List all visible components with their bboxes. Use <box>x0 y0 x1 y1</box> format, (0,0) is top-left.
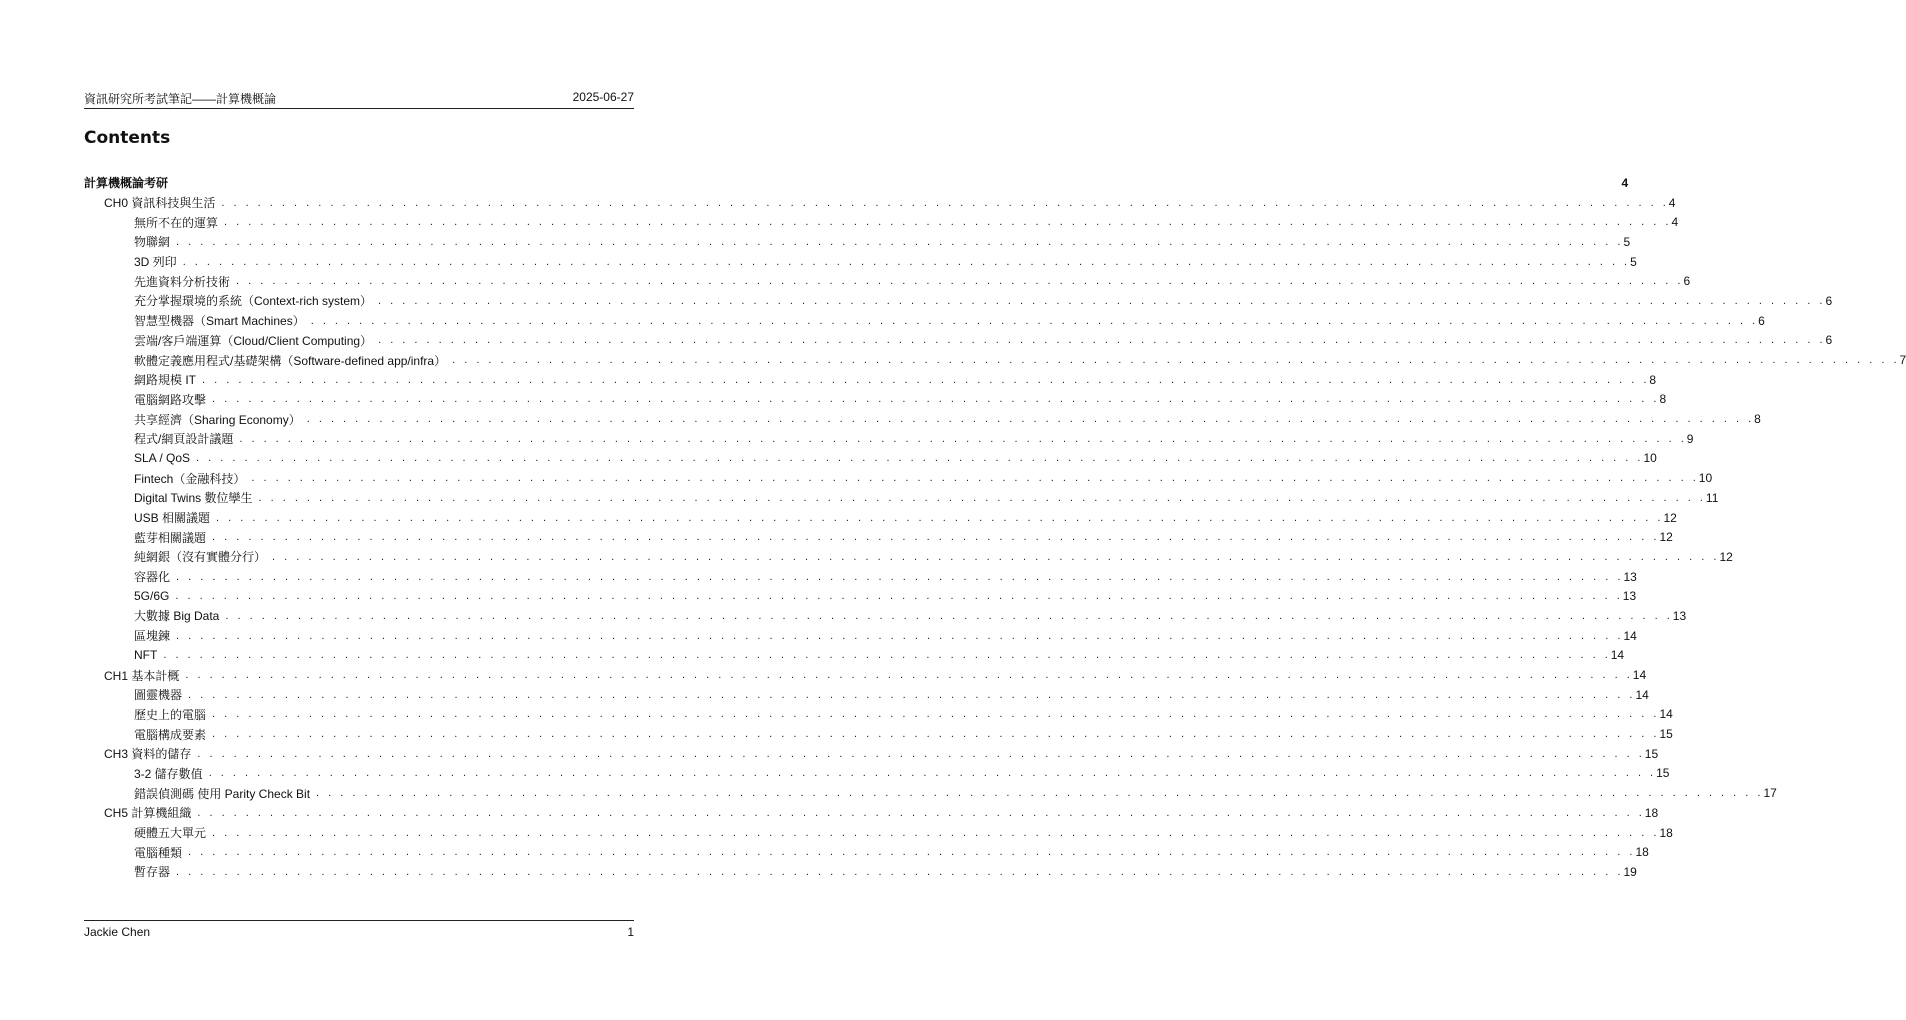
toc-entry-page: 11 <box>1705 490 1719 505</box>
toc-section-entry[interactable] <box>84 252 1637 272</box>
toc-section-entry[interactable] <box>84 409 1761 429</box>
toc-leader-dots: . . . . . . . . . . . . . . . . . . . . . . . . . . . . . . . . . . . . . . . . . . . . . . . . . . . . . . . . . . . . . . . . . . . . . . . . . . . . . . . . . . . . . . . . . . . . . . . . . . . . . . . . . . . . . . . . . . . . . . . . <box>224 216 1672 229</box>
toc-leader-dots: . . . . . . . . . . . . . . . . . . . . . . . . . . . . . . . . . . . . . . . . . . . . . . . . . . . . . . . . . . . . . . . . . . . . . . . . . . . . . . . . . . . . . . . . . . . . . . . . . . . . . . . . . . . . . . . . . . . . . . . . <box>251 472 1699 485</box>
toc-leader-dots: . . . . . . . . . . . . . . . . . . . . . . . . . . . . . . . . . . . . . . . . . . . . . . . . . . . . . . . . . . . . . . . . . . . . . . . . . . . . . . . . . . . . . . . . . . . . . . . . . . . . . . . . . . . . . . . . . . . . . . . . <box>221 196 1669 209</box>
toc-entry-page: 5 <box>1623 234 1631 249</box>
toc-leader-dots: . . . . . . . . . . . . . . . . . . . . . . . . . . . . . . . . . . . . . . . . . . . . . . . . . . . . . . . . . . . . . . . . . . . . . . . . . . . . . . . . . . . . . . . . . . . . . . . . . . . . . . . . . . . . . . . . . . . . . . . . <box>163 649 1611 662</box>
toc-entry-label: 暫存器 <box>134 865 171 880</box>
toc-section-entry[interactable] <box>84 764 1670 784</box>
toc-entry-page: 14 <box>1659 707 1673 722</box>
toc-entry-label: 智慧型機器（Smart Machines） <box>134 314 305 329</box>
toc-entry-label: 無所不在的運算 <box>134 215 219 230</box>
toc-section-entry[interactable] <box>84 488 1719 508</box>
toc-entry-page: 19 <box>1623 864 1637 879</box>
toc-section-entry[interactable] <box>84 390 1667 410</box>
toc-leader-dots: . . . . . . . . . . . . . . . . . . . . . . . . . . . . . . . . . . . . . . . . . . . . . . . . . . . . . . . . . . . . . . . . . . . . . . . . . . . . . . . . . . . . . . . . . . . . . . . . . . . . . . . . . . . . . . . . . . . . . . . . <box>258 491 1706 504</box>
toc-entry-page: 13 <box>1672 608 1687 623</box>
toc-section-entry[interactable] <box>84 626 1637 646</box>
toc-entry-page: 12 <box>1663 510 1677 525</box>
toc-leader-dots: . . . . . . . . . . . . . . . . . . . . . . . . . . . . . . . . . . . . . . . . . . . . . . . . . . . . . . . . . . . . . . . . . . . . . . . . . . . . . . . . . . . . . . . . . . . . . . . . . . . . . . . . . . . . . . . . . . . . . . . . <box>202 373 1650 386</box>
toc-section-entry[interactable] <box>84 311 1765 331</box>
toc-entry-label: 電腦構成要素 <box>134 727 207 742</box>
toc-entry-label: USB 相關議題 <box>134 511 211 526</box>
toc-entry-label: 錯誤偵測碼 使用 Parity Check Bit <box>134 786 311 801</box>
toc-entry-label: 區塊鍊 <box>134 629 171 644</box>
toc-chapter-entry[interactable] <box>84 803 1659 823</box>
toc-chapter-entry[interactable] <box>84 665 1647 685</box>
toc-entry-page: 18 <box>1635 845 1649 860</box>
toc-entry-label: 圖靈機器 <box>134 688 183 703</box>
toc-leader-dots: . . . . . . . . . . . . . . . . . . . . . . . . . . . . . . . . . . . . . . . . . . . . . . . . . . . . . . . . . . . . . . . . . . . . . . . . . . . . . . . . . . . . . . . . . . . . . . . . . . . . . . . . . . . . . . . . . . . . . . . . <box>236 275 1684 288</box>
toc-section-entry[interactable] <box>84 291 1833 311</box>
toc-part-entry[interactable] <box>84 173 1629 193</box>
toc-section-entry[interactable] <box>84 429 1694 449</box>
toc-leader-dots: . . . . . . . . . . . . . . . . . . . . . . . . . . . . . . . . . . . . . . . . . . . . . . . . . . . . . . . . . . . . . . . . . . . . . . . . . . . . . . . . . . . . . . . . . . . . . . . . . . . . . . . . . . . . . . . . . . . . . . . . <box>176 570 1624 583</box>
toc-entry-page: 18 <box>1659 825 1673 840</box>
toc-section-entry[interactable] <box>84 783 1777 803</box>
toc-leader-dots: . . . . . . . . . . . . . . . . . . . . . . . . . . . . . . . . . . . . . . . . . . . . . . . . . . . . . . . . . . . . . . . . . . . . . . . . . . . . . . . . . . . . . . . . . . . . . . . . . . . . . . . . . . . . . . . . . . . . . . . . <box>188 688 1636 701</box>
contents-title: Contents <box>84 128 171 148</box>
toc-leader-dots: . . . . . . . . . . . . . . . . . . . . . . . . . . . . . . . . . . . . . . . . . . . . . . . . . . . . . . . . . . . . . . . . . . . . . . . . . . . . . . . . . . . . . . . . . . . . . . . . . . . . . . . . . . . . . . . . . . . . . . . . <box>182 255 1631 268</box>
header-title: 資訊研究所考試筆記——計算機概論 <box>84 92 277 106</box>
toc-leader-dots: . . . . . . . . . . . . . . . . . . . . . . . . . . . . . . . . . . . . . . . . . . . . . . . . . . . . . . . . . . . . . . . . . . . . . . . . . . . . . . . . . . . . . . . . . . . . . . . . . . . . . . . . . . . . . . . . . . . . . . . . <box>212 708 1660 721</box>
toc-section-entry[interactable] <box>84 350 1906 370</box>
toc-entry-label: CH5 計算機組織 <box>104 806 192 821</box>
toc-entry-label: 3D 列印 <box>134 255 177 270</box>
toc-entry-label: NFT <box>134 648 158 663</box>
toc-entry-label: 藍芽相關議題 <box>134 530 207 545</box>
toc-section-entry[interactable] <box>84 508 1677 528</box>
toc-leader-dots: . . . . . . . . . . . . . . . . . . . . . . . . . . . . . . . . . . . . . . . . . . . . . . . . . . . . . . . . . . . . . . . . . . . . . . . . . . . . . . . . . . . . . . . . . . . . . . . . . . . . . . . . . . . . . . . . . . . . . . . . <box>225 609 1673 622</box>
toc-section-entry[interactable] <box>84 449 1657 469</box>
toc-entry-label: 共享經濟（Sharing Economy） <box>134 412 301 427</box>
toc-entry-page: 6 <box>1825 333 1833 348</box>
toc-entry-label: 歷史上的電腦 <box>134 707 207 722</box>
toc-entry-page: 7 <box>1899 353 1906 368</box>
toc-section-entry[interactable] <box>84 527 1673 547</box>
toc-leader-dots: . . . . . . . . . . . . . . . . . . . . . . . . . . . . . . . . . . . . . . . . . . . . . . . . . . . . . . . . . . . . . . . . . . . . . . . . . . . . . . . . . . . . . . . . . . . . . . . . . . . . . . . . . . . . . . . . . . . . . . . . <box>197 806 1645 819</box>
toc-entry-page: 10 <box>1643 451 1657 466</box>
toc-leader-dots: . . . . . . . . . . . . . . . . . . . . . . . . . . . . . . . . . . . . . . . . . . . . . . . . . . . . . . . . . . . . . . . . . . . . . . . . . . . . . . . . . . . . . . . . . . . . . . . . . . . . . . . . . . . . . . . . . . . . . . . . <box>378 334 1826 347</box>
toc-entry-page: 4 <box>1671 215 1679 230</box>
toc-leader-dots: . . . . . . . . . . . . . . . . . . . . . . . . . . . . . . . . . . . . . . . . . . . . . . . . . . . . . . . . . . . . . . . . . . . . . . . . . . . . . . . . . . . . . . . . . . . . . . . . . . . . . . . . . . . . . . . . . . . . . . . . <box>212 531 1660 544</box>
toc-entry-page: 14 <box>1610 648 1625 663</box>
toc-leader-dots: . . . . . . . . . . . . . . . . . . . . . . . . . . . . . . . . . . . . . . . . . . . . . . . . . . . . . . . . . . . . . . . . . . . . . . . . . . . . . . . . . . . . . . . . . . . . . . . . . . . . . . . . . . . . . . . . . . . . . . . . <box>212 826 1660 839</box>
toc-section-entry[interactable] <box>84 232 1631 252</box>
page-footer <box>84 920 634 939</box>
toc-entry-label: 容器化 <box>134 570 171 585</box>
footer-author: Jackie Chen <box>84 925 151 939</box>
toc-section-entry[interactable] <box>84 685 1649 705</box>
toc-leader-dots: . . . . . . . . . . . . . . . . . . . . . . . . . . . . . . . . . . . . . . . . . . . . . . . . . . . . . . . . . . . . . . . . . . . . . . . . . . . . . . . . . . . . . . . . . . . . . . . . . . . . . . . . . . . . . . . . . . . . . . . . <box>175 590 1623 603</box>
toc-leader-dots: . . . . . . . . . . . . . . . . . . . . . . . . . . . . . . . . . . . . . . . . . . . . . . . . . . . . . . . . . . . . . . . . . . . . . . . . . . . . . . . . . . . . . . . . . . . . . . . . . . . . . . . . . . . . . . . . . . . . . . . . <box>188 846 1636 859</box>
toc-entry-label: 計算機概論考研 <box>84 176 169 191</box>
toc-entry-page: 14 <box>1623 628 1637 643</box>
toc-entry-label: 大數據 Big Data <box>134 609 220 624</box>
toc-entry-label: CH3 資料的儲存 <box>104 747 192 762</box>
toc-chapter-entry[interactable] <box>84 193 1676 213</box>
toc-entry-label: 軟體定義應用程式/基礎架構（Software-defined app/infra） <box>134 353 447 368</box>
toc-chapter-entry[interactable] <box>84 744 1659 764</box>
table-of-contents <box>84 173 1906 882</box>
toc-leader-dots: . . . . . . . . . . . . . . . . . . . . . . . . . . . . . . . . . . . . . . . . . . . . . . . . . . . . . . . . . . . . . . . . . . . . . . . . . . . . . . . . . . . . . . . . . . . . . . . . . . . . . . . . . . . . . . . . . . . . . . . . <box>196 452 1644 465</box>
toc-leader-dots: . . . . . . . . . . . . . . . . . . . . . . . . . . . . . . . . . . . . . . . . . . . . . . . . . . . . . . . . . . . . . . . . . . . . . . . . . . . . . . . . . . . . . . . . . . . . . . . . . . . . . . . . . . . . . . . . . . . . . . . . <box>176 235 1624 248</box>
toc-leader-dots: . . . . . . . . . . . . . . . . . . . . . . . . . . . . . . . . . . . . . . . . . . . . . . . . . . . . . . . . . . . . . . . . . . . . . . . . . . . . . . . . . . . . . . . . . . . . . . . . . . . . . . . . . . . . . . . . . . . . . . . . <box>452 354 1900 367</box>
toc-entry-label: 硬體五大單元 <box>134 826 207 841</box>
toc-section-entry[interactable] <box>84 567 1637 587</box>
toc-section-entry[interactable] <box>84 586 1637 606</box>
toc-leader-dots: . . . . . . . . . . . . . . . . . . . . . . . . . . . . . . . . . . . . . . . . . . . . . . . . . . . . . . . . . . . . . . . . . . . . . . . . . . . . . . . . . . . . . . . . . . . . . . . . . . . . . . . . . . . . . . . . . . . . . . . . <box>176 629 1624 642</box>
toc-entry-page: 15 <box>1656 766 1670 781</box>
toc-entry-label: SLA / QoS <box>134 451 191 466</box>
toc-entry-label: 程式/網頁設計議題 <box>134 432 234 447</box>
toc-entry-label: 5G/6G <box>134 589 170 604</box>
toc-section-entry[interactable] <box>84 646 1625 666</box>
toc-entry-label: 3-2 儲存數值 <box>134 766 203 781</box>
toc-entry-label: 網路規模 IT <box>134 373 196 388</box>
toc-entry-page: 4 <box>1621 175 1629 190</box>
toc-entry-page: 15 <box>1644 746 1659 761</box>
toc-entry-page: 8 <box>1659 392 1667 407</box>
toc-entry-label: 電腦種類 <box>134 845 183 860</box>
toc-section-entry[interactable] <box>84 724 1673 744</box>
toc-entry-page: 6 <box>1683 274 1691 289</box>
toc-entry-label: 雲端/客戶端運算（Cloud/Client Computing） <box>134 333 373 348</box>
toc-entry-page: 6 <box>1758 313 1765 328</box>
toc-leader-dots: . . . . . . . . . . . . . . . . . . . . . . . . . . . . . . . . . . . . . . . . . . . . . . . . . . . . . . . . . . . . . . . . . . . . . . . . . . . . . . . . . . . . . . . . . . . . . . . . . . . . . . . . . . . . . . . . . . . . . . . . <box>212 728 1660 741</box>
toc-entry-label: 電腦網路攻擊 <box>134 392 207 407</box>
toc-leader-dots: . . . . . . . . . . . . . . . . . . . . . . . . . . . . . . . . . . . . . . . . . . . . . . . . . . . . . . . . . . . . . . . . . . . . . . . . . . . . . . . . . . . . . . . . . . . . . . . . . . . . . . . . . . . . . . . . . . . . . . . . <box>197 747 1645 760</box>
toc-entry-label: Digital Twins 數位孿生 <box>134 491 253 506</box>
toc-entry-page: 15 <box>1659 727 1673 742</box>
toc-section-entry[interactable] <box>84 468 1713 488</box>
toc-section-entry[interactable] <box>84 842 1649 862</box>
toc-entry-label: CH1 基本計概 <box>104 668 180 683</box>
toc-entry-page: 6 <box>1825 293 1833 308</box>
toc-entry-page: 12 <box>1659 530 1673 545</box>
toc-leader-dots: . . . . . . . . . . . . . . . . . . . . . . . . . . . . . . . . . . . . . . . . . . . . . . . . . . . . . . . . . . . . . . . . . . . . . . . . . . . . . . . . . . . . . . . . . . . . . . . . . . . . . . . . . . . . . . . . . . . . . . . . <box>239 432 1687 445</box>
toc-entry-page: 8 <box>1754 412 1761 427</box>
toc-entry-page: 14 <box>1635 687 1649 702</box>
toc-entry-page: 13 <box>1622 589 1637 604</box>
toc-leader-dots: . . . . . . . . . . . . . . . . . . . . . . . . . . . . . . . . . . . . . . . . . . . . . . . . . . . . . . . . . . . . . . . . . . . . . . . . . . . . . . . . . . . . . . . . . . . . . . . . . . . . . . . . . . . . . . . . . . . . . . . . <box>310 314 1759 327</box>
toc-section-entry[interactable] <box>84 271 1691 291</box>
toc-entry-page: 8 <box>1649 372 1657 387</box>
toc-leader-dots: . . . . . . . . . . . . . . . . . . . . . . . . . . . . . . . . . . . . . . . . . . . . . . . . . . . . . . . . . . . . . . . . . . . . . . . . . . . . . . . . . . . . . . . . . . . . . . . . . . . . . . . . . . . . . . . . . . . . . . . . <box>272 550 1720 563</box>
footer-page-number: 1 <box>627 925 634 939</box>
toc-section-entry[interactable] <box>84 823 1673 843</box>
toc-entry-page: 9 <box>1686 431 1694 446</box>
toc-leader-dots: . . . . . . . . . . . . . . . . . . . . . . . . . . . . . . . . . . . . . . . . . . . . . . . . . . . . . . . . . . . . . . . . . . . . . . . . . . . . . . . . . . . . . . . . . . . . . . . . . . . . . . . . . . . . . . . . . . . . . . . . <box>216 511 1664 524</box>
toc-section-entry[interactable] <box>84 862 1637 882</box>
toc-leader-dots: . . . . . . . . . . . . . . . . . . . . . . . . . . . . . . . . . . . . . . . . . . . . . . . . . . . . . . . . . . . . . . . . . . . . . . . . . . . . . . . . . . . . . . . . . . . . . . . . . . . . . . . . . . . . . . . . . . . . . . . . <box>316 787 1764 800</box>
toc-leader-dots: . . . . . . . . . . . . . . . . . . . . . . . . . . . . . . . . . . . . . . . . . . . . . . . . . . . . . . . . . . . . . . . . . . . . . . . . . . . . . . . . . . . . . . . . . . . . . . . . . . . . . . . . . . . . . . . . . . . . . . . . <box>378 294 1826 307</box>
toc-entry-label: 物聯網 <box>134 235 171 250</box>
toc-entry-page: 4 <box>1668 195 1676 210</box>
toc-leader-dots: . . . . . . . . . . . . . . . . . . . . . . . . . . . . . . . . . . . . . . . . . . . . . . . . . . . . . . . . . . . . . . . . . . . . . . . . . . . . . . . . . . . . . . . . . . . . . . . . . . . . . . . . . . . . . . . . . . . . . . . . <box>208 767 1657 780</box>
page-header <box>84 90 634 109</box>
toc-entry-page: 12 <box>1719 549 1733 564</box>
toc-entry-page: 17 <box>1763 786 1777 801</box>
toc-entry-label: Fintech（金融科技） <box>134 471 246 486</box>
toc-leader-dots: . . . . . . . . . . . . . . . . . . . . . . . . . . . . . . . . . . . . . . . . . . . . . . . . . . . . . . . . . . . . . . . . . . . . . . . . . . . . . . . . . . . . . . . . . . . . . . . . . . . . . . . . . . . . . . . . . . . . . . . . <box>306 413 1755 426</box>
toc-entry-page: 13 <box>1623 569 1637 584</box>
toc-section-entry[interactable] <box>84 705 1673 725</box>
toc-entry-page: 10 <box>1698 471 1713 486</box>
toc-entry-page: 18 <box>1644 805 1659 820</box>
toc-section-entry[interactable] <box>84 331 1833 351</box>
toc-entry-label: 先進資料分析技術 <box>134 274 231 289</box>
toc-leader-dots: . . . . . . . . . . . . . . . . . . . . . . . . . . . . . . . . . . . . . . . . . . . . . . . . . . . . . . . . . . . . . . . . . . . . . . . . . . . . . . . . . . . . . . . . . . . . . . . . . . . . . . . . . . . . . . . . . . . . . . . . <box>185 669 1633 682</box>
toc-entry-label: 充分掌握環境的系統（Context-rich system） <box>134 294 373 309</box>
toc-leader-dots: . . . . . . . . . . . . . . . . . . . . . . . . . . . . . . . . . . . . . . . . . . . . . . . . . . . . . . . . . . . . . . . . . . . . . . . . . . . . . . . . . . . . . . . . . . . . . . . . . . . . . . . . . . . . . . . . . . . . . . . . <box>176 865 1624 878</box>
toc-leader-dots: . . . . . . . . . . . . . . . . . . . . . . . . . . . . . . . . . . . . . . . . . . . . . . . . . . . . . . . . . . . . . . . . . . . . . . . . . . . . . . . . . . . . . . . . . . . . . . . . . . . . . . . . . . . . . . . . . . . . . . . . <box>212 393 1660 406</box>
toc-section-entry[interactable] <box>84 212 1679 232</box>
header-date: 2025-06-27 <box>572 90 634 104</box>
toc-section-entry[interactable] <box>84 606 1687 626</box>
toc-section-entry[interactable] <box>84 547 1733 567</box>
toc-section-entry[interactable] <box>84 370 1657 390</box>
toc-entry-page: 5 <box>1630 254 1637 269</box>
toc-entry-page: 14 <box>1632 668 1647 683</box>
toc-entry-label: CH0 資訊科技與生活 <box>104 196 216 211</box>
toc-entry-label: 純網銀（沒有實體分行） <box>134 550 267 565</box>
